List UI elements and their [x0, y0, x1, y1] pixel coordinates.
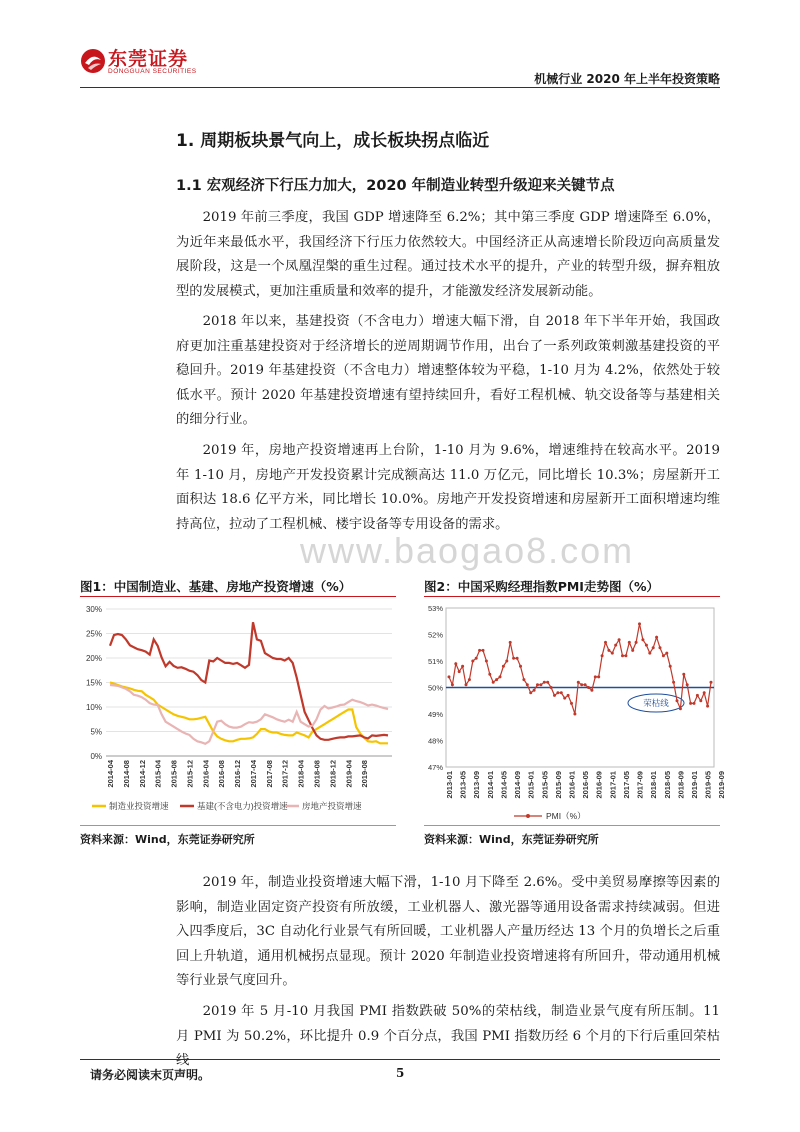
chart2-data-point	[533, 689, 536, 692]
chart2-data-point	[686, 683, 689, 686]
chart2-x-tick-label: 2017-09	[635, 771, 645, 799]
chart2-x-tick-label: 2015-05	[540, 771, 550, 799]
chart2-legend-label: PMI（%）	[546, 811, 586, 821]
chart2-y-tick-label: 51%	[427, 657, 443, 666]
chart2-data-point	[577, 681, 580, 684]
chart2-data-point	[495, 678, 498, 681]
chart2-x-tick-label: 2017-01	[608, 771, 618, 799]
chart2-reference-label: 荣枯线	[643, 698, 669, 708]
chart2-data-point	[499, 675, 502, 678]
figure1-rule	[80, 825, 396, 826]
pmi-chart	[424, 600, 727, 822]
chart2-data-point	[478, 649, 481, 652]
chart1-x-tick-label: 2019-04	[344, 760, 354, 788]
chart2-data-point	[628, 641, 631, 644]
logo-text-en: DONGGUAN SECURITIES	[108, 68, 197, 75]
chart2-data-point	[693, 702, 696, 705]
chart2-data-point	[676, 699, 679, 702]
chart2-data-point	[618, 638, 621, 641]
chart2-data-point	[594, 675, 597, 678]
logo-emblem-icon	[80, 48, 106, 74]
chart2-data-point	[461, 665, 464, 668]
chart1-x-tick-label: 2017-12	[280, 760, 290, 788]
chart2-x-tick-label: 2016-09	[594, 771, 604, 799]
chart2-data-point	[560, 691, 563, 694]
chart2-x-tick-label: 2014-01	[485, 771, 495, 799]
header-divider	[80, 87, 720, 88]
chart2-data-point	[638, 622, 641, 625]
chart2-data-point	[614, 644, 617, 647]
figure2-source: 资料来源：Wind，东莞证券研究所	[424, 833, 599, 846]
chart2-data-point	[570, 702, 573, 705]
chart2-data-point	[536, 683, 539, 686]
chart1-y-tick-label: 25%	[85, 629, 102, 639]
figure1-caption: 图1：中国制造业、基建、房地产投资增速（%）	[80, 577, 396, 597]
chart1-x-tick-label: 2014-08	[121, 760, 131, 788]
chart2-x-tick-label: 2015-01	[526, 771, 536, 799]
paragraph-infrastructure: 2018 年以来，基建投资（不含电力）增速大幅下滑，自 2018 年下半年开始，我国政府更加注重基建投资对于经济增长的逆周期调节作用，出台了一系列政策刺激基建投资的平稳回升。2019 年基建投资（不含电力）增速整体较为平稳，1-10 月为 4.2%，依然处于较低水平。预计 2020 年基建投资增速有望持续回升，看好工程机械、轨交设备等与基建相关的细分行业。	[176, 314, 720, 427]
chart1-x-tick-label: 2018-08	[312, 760, 322, 788]
chart2-data-point	[465, 683, 468, 686]
chart2-x-tick-label: 2018-05	[662, 771, 672, 799]
chart2-data-point	[689, 702, 692, 705]
paragraph-gdp: 2019 年前三季度，我国 GDP 增速降至 6.2%；其中第三季度 GDP 增速降至 6.0%，为近年来最低水平，我国经济下行压力依然较大。中国经济正从高速增长阶段迈向高质量发展阶段，这是一个凤凰涅槃的重生过程。通过技术水平的提升，产业的转型升级，摒弃粗放型的发展模式，更加注重质量和效率的提升，才能激发经济发展新动能。	[176, 210, 720, 299]
chart1-y-tick-label: 5%	[90, 727, 102, 737]
chart2-data-point	[526, 683, 529, 686]
chart2-data-point	[556, 691, 559, 694]
chart2-x-tick-label: 2019-05	[703, 771, 713, 799]
chart1-y-tick-label: 0%	[90, 752, 102, 761]
logo-text-cn: 东莞证券	[108, 48, 189, 70]
paragraph-manufacturing: 2019 年，制造业投资增速大幅下滑，1-10 月下降至 2.6%。受中美贸易摩擦等因素的影响，制造业固定资产投资有所放缓，工业机器人、激光器等通用设备需求持续减弱。但进入四季度后，3C 自动化行业景气有所回暖，工业机器人产量历经达 13 个月的负增长之后重回上升轨道，通用机械拐点显现。预计 2020 年制造业投资增速将有所回升，带动通用机械等行业景气度回升。	[176, 875, 720, 988]
chart1-y-tick-label: 30%	[85, 605, 102, 614]
chart2-x-tick-label: 2015-09	[553, 771, 563, 799]
chart1-x-tick-label: 2016-08	[217, 760, 227, 788]
chart2-data-point	[563, 697, 566, 700]
chart1-y-tick-label: 20%	[85, 654, 102, 663]
chart1-x-tick-label: 2015-08	[169, 760, 179, 788]
chart2-data-point	[505, 660, 508, 663]
chart2-data-point	[458, 670, 461, 673]
chart2-data-point	[468, 678, 471, 681]
report-title: 机械行业 2020 年上半年投资策略	[534, 72, 720, 86]
chart2-data-point	[665, 652, 668, 655]
chart2-y-tick-label: 48%	[427, 736, 443, 746]
chart2-x-tick-label: 2014-09	[513, 771, 523, 799]
chart2-data-point	[550, 686, 553, 689]
chart2-data-point	[516, 657, 519, 660]
chart1-x-tick-label: 2015-12	[185, 760, 195, 788]
chart2-data-point	[655, 636, 658, 639]
chart2-data-point	[590, 689, 593, 692]
figure1-source: 资料来源：Wind，东莞证券研究所	[80, 833, 255, 846]
figure2-rule	[424, 825, 720, 826]
chart2-data-point	[454, 662, 457, 665]
chart2-data-point	[604, 641, 607, 644]
chart2-data-point	[543, 681, 546, 684]
watermark: www.baogao8.com	[300, 530, 635, 571]
chart2-data-point	[645, 644, 648, 647]
chart2-y-tick-label: 50%	[427, 683, 443, 693]
chart2-x-tick-label: 2016-05	[581, 771, 591, 799]
footer-disclaimer: 请务必阅读末页声明。	[90, 1068, 211, 1082]
chart1-legend-label: 房地产投资增速	[302, 801, 362, 811]
chart2-data-point	[679, 707, 682, 710]
chart1-legend-label: 制造业投资增速	[109, 801, 169, 811]
chart2-x-tick-label: 2018-09	[676, 771, 686, 799]
chart2-data-point	[509, 641, 512, 644]
chart1-legend-label: 基建(不含电力)投资增速	[197, 801, 288, 811]
chart2-legend-marker	[526, 814, 530, 818]
chart2-data-point	[641, 638, 644, 641]
chart2-data-point	[699, 699, 702, 702]
figure2-caption: 图2：中国采购经理指数PMI走势图（%）	[424, 577, 720, 597]
chart1-x-tick-label: 2015-04	[153, 760, 163, 788]
chart1-x-tick-label: 2016-12	[233, 760, 243, 788]
chart2-x-tick-label: 2019-01	[689, 771, 699, 799]
chart2-y-tick-label: 53%	[427, 604, 443, 613]
chart2-data-point	[662, 654, 665, 657]
chart1-x-tick-label: 2017-04	[248, 760, 258, 788]
chart2-data-point	[539, 683, 542, 686]
chart2-data-point	[451, 683, 454, 686]
chart2-data-point	[553, 694, 556, 697]
chart2-data-point	[624, 654, 627, 657]
chart1-x-tick-label: 2016-04	[201, 760, 211, 788]
chart2-data-point	[580, 683, 583, 686]
investment-growth-chart	[80, 600, 398, 822]
chart2-data-point	[652, 646, 655, 649]
chart2-data-point	[485, 660, 488, 663]
chart2-x-tick-label: 2019-09	[717, 771, 727, 799]
chart2-data-point	[522, 678, 525, 681]
paragraph-real-estate: 2019 年，房地产投资增速再上台阶，1-10 月为 9.6%，增速维持在较高水平。2019 年 1-10 月，房地产开发投资累计完成额高达 11.0 万亿元，同比增长 10.3%；房屋新开工面积达 18.6 亿平方米，同比增长 10.0%。房地产开发投资增速和房屋新开工面积增速均维持高位，拉动了工程机械、楼宇设备等专用设备的需求。	[176, 443, 720, 532]
chart2-data-point	[492, 681, 495, 684]
chart2-data-point	[597, 675, 600, 678]
chart2-x-tick-label: 2016-01	[567, 771, 577, 799]
paragraph-pmi: 2019 年 5 月-10 月我国 PMI 指数跌破 50%的荣枯线，制造业景气度有所压制。11 月 PMI 为 50.2%，环比提升 0.9 个百分点，我国 PMI 指数历经 6 个月的下行后重回荣枯线	[176, 1004, 720, 1068]
chart2-x-tick-label: 2013-05	[458, 771, 468, 799]
chart1-x-tick-label: 2017-08	[264, 760, 274, 788]
chart2-series-line	[449, 624, 711, 714]
chart2-data-point	[672, 681, 675, 684]
chart2-data-point	[631, 649, 634, 652]
chart1-y-tick-label: 15%	[85, 678, 102, 688]
chart1-series-line-2	[110, 685, 388, 744]
chart2-x-tick-label: 2013-09	[472, 771, 482, 799]
chart2-data-point	[512, 657, 515, 660]
chart2-x-tick-label: 2014-05	[499, 771, 509, 799]
chart1-x-tick-label: 2014-12	[137, 760, 147, 788]
chart2-data-point	[607, 649, 610, 652]
page-number: 5	[396, 1066, 405, 1080]
section-heading: 1. 周期板块景气向上，成长板块拐点临近	[176, 131, 490, 151]
chart2-data-point	[529, 691, 532, 694]
chart1-x-tick-label: 2019-08	[360, 760, 370, 788]
chart2-data-point	[710, 681, 713, 684]
chart2-x-tick-label: 2013-01	[445, 771, 454, 799]
chart2-data-point	[448, 675, 451, 678]
chart2-x-tick-label: 2018-01	[649, 771, 659, 799]
chart2-data-point	[573, 713, 576, 716]
chart2-data-point	[502, 665, 505, 668]
chart2-y-tick-label: 52%	[427, 630, 443, 640]
chart2-data-point	[669, 665, 672, 668]
chart2-data-point	[696, 694, 699, 697]
chart2-y-tick-label: 49%	[427, 710, 443, 719]
chart1-x-tick-label: 2018-04	[296, 760, 306, 788]
chart2-data-point	[475, 657, 478, 660]
chart1-y-tick-label: 10%	[85, 703, 102, 712]
chart1-x-tick-label: 2014-04	[106, 760, 115, 788]
chart2-data-point	[488, 673, 491, 676]
chart1-x-tick-label: 2018-12	[328, 760, 338, 788]
chart2-data-point	[482, 649, 485, 652]
chart2-data-point	[659, 646, 662, 649]
chart2-data-point	[587, 686, 590, 689]
chart2-data-point	[519, 665, 522, 668]
chart1-series-line-0	[110, 683, 388, 744]
chart2-data-point	[648, 652, 651, 655]
chart2-data-point	[546, 681, 549, 684]
chart2-y-tick-label: 47%	[427, 763, 443, 772]
subsection-heading: 1.1 宏观经济下行压力加大，2020 年制造业转型升级迎来关键节点	[176, 178, 615, 194]
company-logo	[80, 44, 220, 90]
chart2-data-point	[584, 683, 587, 686]
chart2-x-tick-label: 2017-05	[621, 771, 631, 799]
chart2-data-point	[601, 654, 604, 657]
chart2-data-point	[621, 654, 624, 657]
footer-divider	[80, 1059, 720, 1060]
chart2-data-point	[611, 652, 614, 655]
chart2-data-point	[471, 660, 474, 663]
chart2-data-point	[703, 691, 706, 694]
chart2-data-point	[567, 694, 570, 697]
chart2-data-point	[682, 673, 685, 676]
chart2-data-point	[635, 641, 638, 644]
chart2-data-point	[706, 705, 709, 708]
